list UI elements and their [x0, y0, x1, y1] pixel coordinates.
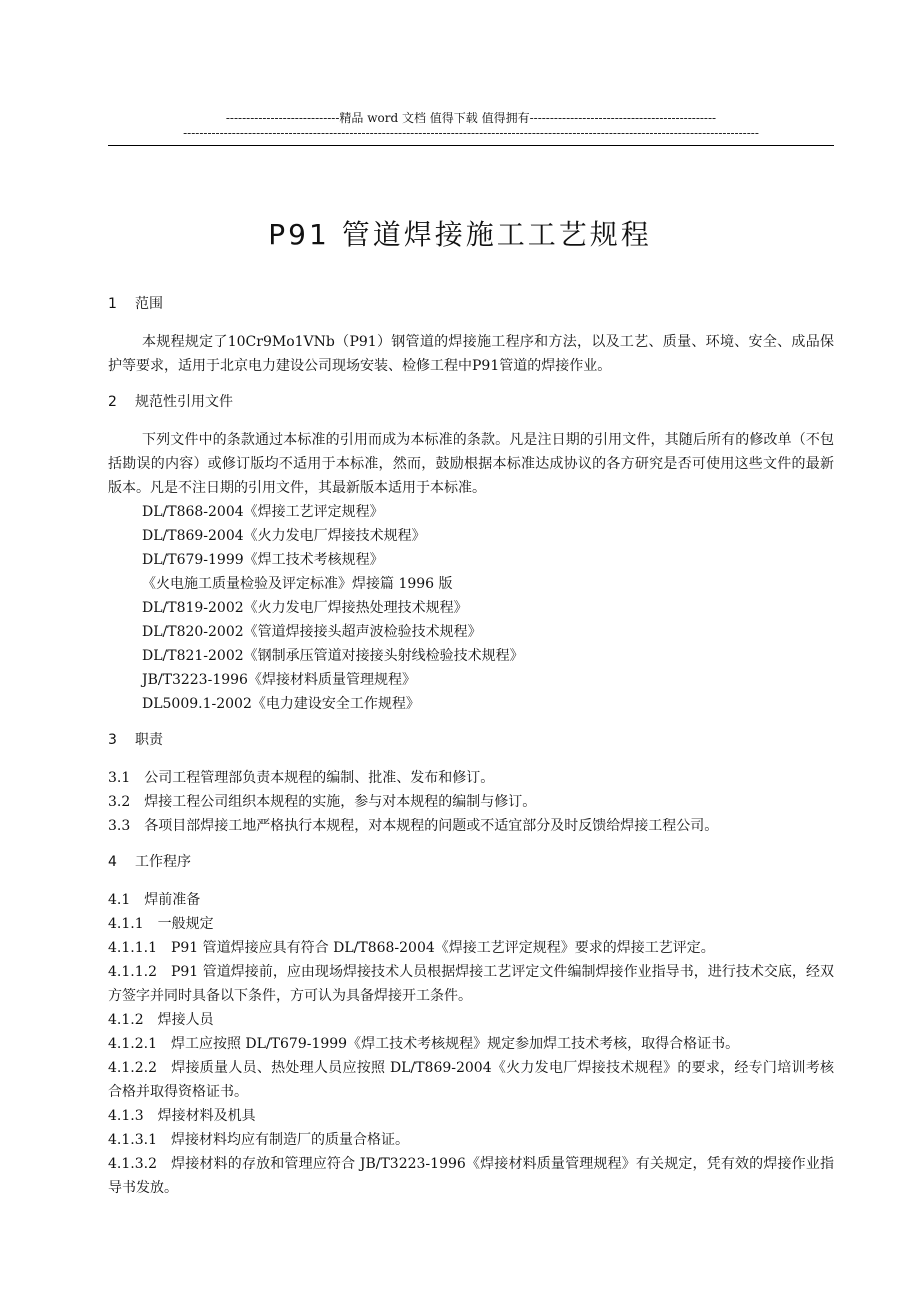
section-title: 工作程序 — [135, 854, 191, 870]
clause-number: 4.1.2.2 — [108, 1060, 157, 1076]
section-number: 4 — [108, 854, 117, 870]
header-banner: ----------------------------精品 word 文档 值得下载 值得拥有---------------------------------------------- — [225, 111, 717, 125]
clause-item — [108, 1152, 834, 1200]
clause-text: 焊接材料及机具 — [157, 1108, 256, 1124]
clause-number: 3.1 — [108, 770, 131, 786]
section-1-heading — [108, 292, 834, 316]
section-3-heading — [108, 728, 834, 752]
clause-text: P91 管道焊接应具有符合 DL/T868-2004《焊接工艺评定规程》要求的焊接工艺评定。 — [170, 940, 715, 956]
clause-number: 4.1.3.2 — [108, 1156, 157, 1172]
clause-number: 4.1.1 — [108, 916, 144, 932]
section-title: 职责 — [135, 732, 163, 748]
clause-text: 各项目部焊接工地严格执行本规程，对本规程的问题或不适宜部分及时反馈给焊接工程公司。 — [144, 818, 719, 834]
section-title: 规范性引用文件 — [135, 394, 233, 410]
clause-item — [108, 766, 834, 790]
page-title: P91 管道焊接施工工艺规程 — [268, 218, 652, 251]
reference-item: DL/T821-2002《钢制承压管道对接接头射线检验技术规程》 — [142, 648, 524, 664]
clause-text: 焊前准备 — [144, 892, 201, 908]
clause-number: 4.1 — [108, 892, 131, 908]
reference-item: DL5009.1-2002《电力建设安全工作规程》 — [142, 696, 420, 712]
section-2-paragraph: 下列文件中的条款通过本标准的引用而成为本标准的条款。凡是注日期的引用文件，其随后所有的修改单（不包括勘误的内容）或修订版均不适用于本标准，然而，鼓励根据本标准达成协议的各方研究是否可使用这些文件的最新版本。凡是不注日期的引用文件，其最新版本适用于本标准。 — [108, 432, 834, 496]
clause-item — [108, 912, 834, 936]
clause-text: 公司工程管理部负责本规程的编制、批准、发布和修订。 — [144, 770, 495, 786]
section-number: 2 — [108, 394, 117, 410]
header-dashes: ---------------------------------------------------------------------------------------------------------------------------------------------- — [183, 126, 759, 140]
clause-number: 4.1.1.2 — [108, 964, 157, 980]
reference-item: JB/T3223-1996《焊接材料质量管理规程》 — [142, 672, 416, 688]
section-1-paragraph: 本规程规定了10Cr9Mo1VNb（P91）钢管道的焊接施工程序和方法，以及工艺、质量、环境、安全、成品保护等要求，适用于北京电力建设公司现场安装、检修工程中P91管道的焊接作业。 — [108, 334, 834, 374]
clause-text: 焊接材料均应有制造厂的质量合格证。 — [170, 1132, 409, 1148]
clause-item — [108, 1032, 834, 1056]
clause-text: 焊接质量人员、热处理人员应按照 DL/T869-2004《火力发电厂焊接技术规程》的要求，经专门培训考核合格并取得资格证书。 — [108, 1060, 834, 1100]
clause-number: 4.1.2.1 — [108, 1036, 157, 1052]
clause-text: 焊工应按照 DL/T679-1999《焊工技术考核规程》规定参加焊工技术考核，取得合格证书。 — [170, 1036, 740, 1052]
reference-item: DL/T679-1999《焊工技术考核规程》 — [142, 552, 384, 568]
clause-item — [108, 790, 834, 814]
clause-number: 3.3 — [108, 818, 131, 834]
document-body — [108, 292, 834, 1200]
clause-item — [108, 1008, 834, 1032]
clause-text: 一般规定 — [157, 916, 214, 932]
clause-text: P91 管道焊接前，应由现场焊接技术人员根据焊接工艺评定文件编制焊接作业指导书，进行技术交底，经双方签字并同时具备以下条件，方可认为具备焊接开工条件。 — [108, 964, 834, 1004]
clause-item — [108, 1104, 834, 1128]
clause-item — [108, 888, 834, 912]
reference-item: DL/T869-2004《火力发电厂焊接技术规程》 — [142, 528, 426, 544]
clause-number: 3.2 — [108, 794, 131, 810]
reference-item: DL/T819-2002《火力发电厂焊接热处理技术规程》 — [142, 600, 468, 616]
reference-item: DL/T868-2004《焊接工艺评定规程》 — [142, 504, 384, 520]
clause-item — [108, 1056, 834, 1104]
clause-number: 4.1.3.1 — [108, 1132, 157, 1148]
clause-text: 焊接工程公司组织本规程的实施，参与对本规程的编制与修订。 — [144, 794, 537, 810]
clause-number: 4.1.3 — [108, 1108, 144, 1124]
section-number: 3 — [108, 732, 117, 748]
clause-text: 焊接人员 — [157, 1012, 214, 1028]
header-rule — [108, 145, 834, 146]
clause-item — [108, 960, 834, 1008]
section-2-heading — [108, 390, 834, 414]
reference-item: 《火电施工质量检验及评定标准》焊接篇 1996 版 — [142, 576, 453, 592]
clause-number: 4.1.2 — [108, 1012, 144, 1028]
clause-item — [108, 1128, 834, 1152]
section-4-heading — [108, 850, 834, 874]
clause-item — [108, 814, 834, 838]
clause-number: 4.1.1.1 — [108, 940, 157, 956]
section-number: 1 — [108, 296, 117, 312]
reference-item: DL/T820-2002《管道焊接接头超声波检验技术规程》 — [142, 624, 482, 640]
clause-text: 焊接材料的存放和管理应符合 JB/T3223-1996《焊接材料质量管理规程》有关规定，凭有效的焊接作业指导书发放。 — [108, 1156, 834, 1196]
section-title: 范围 — [135, 296, 163, 312]
clause-item — [108, 936, 834, 960]
